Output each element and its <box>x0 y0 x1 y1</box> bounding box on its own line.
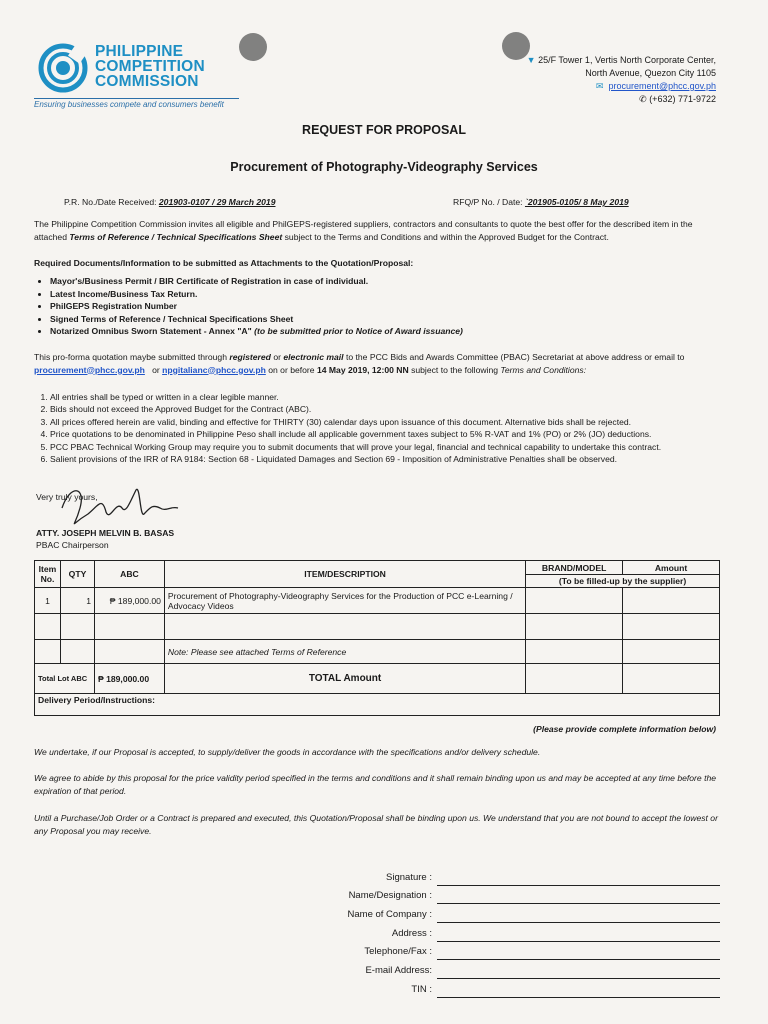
submission-or: or <box>273 352 281 362</box>
punch-hole-left <box>239 33 267 61</box>
field-label: Name of Company : <box>347 909 432 920</box>
undertaking-paragraph: We undertake, if our Proposal is accepted, to supply/deliver the goods in accordance with the specifications and/or delivery schedule. <box>34 747 541 757</box>
abc-cell: ₱ 189,000.00 <box>94 588 164 614</box>
signatory-name: ATTY. JOSEPH MELVIN B. BASAS <box>36 528 175 538</box>
field-label: E-mail Address: <box>365 965 432 976</box>
amount-input-cell[interactable] <box>623 588 720 614</box>
provide-info-note: (Please provide complete information below) <box>533 724 716 734</box>
list-item <box>50 325 740 338</box>
amount-input-cell[interactable] <box>623 614 720 640</box>
org-name-line1: PHILIPPINE <box>95 43 184 60</box>
location-pin-icon: ▼ <box>526 55 536 65</box>
table-header-row <box>35 561 720 575</box>
address-line1: 25/F Tower 1, Vertis North Corporate Center, <box>538 55 716 65</box>
list-item: • PhilGEPS Registration Number <box>50 300 740 313</box>
list-item: • Latest Income/Business Tax Return. <box>50 288 740 301</box>
list-item: • Mayor's/Business Permit / BIR Certificate of Registration in case of individual. <box>50 275 740 288</box>
item-no-header: Item No. <box>35 561 61 588</box>
brand-model-input-cell[interactable] <box>526 588 623 614</box>
signature-field[interactable] <box>300 872 720 886</box>
phone-icon: ✆ <box>639 94 647 104</box>
org-name-line2: COMPETITION <box>95 58 205 75</box>
secondary-email-link[interactable]: npgitalianc@phcc.gov.ph <box>162 364 266 375</box>
page-title: REQUEST FOR PROPOSAL <box>302 123 466 137</box>
name-designation-field[interactable] <box>300 890 720 904</box>
header-phone: (+632) 771-9722 <box>649 94 716 104</box>
intro-text-end: subject to the Terms and Conditions and within the Approved Budget for the Contract. <box>284 231 609 242</box>
submission-email-mode: electronic mail <box>283 352 344 362</box>
signature-scribble <box>58 478 188 528</box>
total-brand-input-cell[interactable] <box>526 664 623 694</box>
submission-text-3: on or before <box>268 364 315 375</box>
field-line[interactable] <box>437 959 720 960</box>
address-block <box>527 54 716 106</box>
address-field[interactable] <box>300 928 720 942</box>
rfq-reference <box>453 196 629 209</box>
closing: Very truly yours, <box>36 492 98 502</box>
submission-deadline: 14 May 2019, 12:00 NN <box>316 364 409 375</box>
email-icon: ✉ <box>595 81 604 91</box>
field-label: TIN : <box>411 984 432 995</box>
telephone-fax-field[interactable] <box>300 946 720 960</box>
total-amount-input-cell[interactable] <box>623 664 720 694</box>
company-field[interactable] <box>300 909 720 923</box>
page-subtitle: Procurement of Photography-Videography Services <box>230 160 538 174</box>
total-lot-label: Total Lot ABC <box>35 664 95 694</box>
list-item: 3. All prices offered herein are valid, binding and effective for THIRTY (30) calendar days upon issuance of this document. Alternative bids shall be rejected. <box>50 416 740 428</box>
org-name <box>95 44 205 89</box>
field-line[interactable] <box>437 997 720 998</box>
pcc-logo-icon <box>38 43 88 93</box>
field-line[interactable] <box>437 885 720 886</box>
supplier-note: (To be filled-up by the supplier) <box>526 575 720 588</box>
submission-text-4: subject to the following <box>411 364 499 375</box>
org-tagline: Ensuring businesses compete and consumers benefit <box>34 98 239 109</box>
delivery-row <box>35 694 720 716</box>
table-row <box>35 640 720 664</box>
header-email-link[interactable]: procurement@phcc.gov.ph <box>608 81 716 91</box>
intro-text: The Philippine Competition Commission invites all eligible and PhilGEPS-registered suppliers, contractors and consultants to quote the best offer for the described item in the attached <box>34 219 693 242</box>
delivery-label[interactable]: Delivery Period/Instructions: <box>35 694 720 716</box>
description-cell: Procurement of Photography-Videography Services for the Production of PCC e-Learning / Advocacy Videos <box>164 588 525 614</box>
field-line[interactable] <box>437 978 720 979</box>
submission-or-2: or <box>152 364 160 375</box>
field-line[interactable] <box>437 922 720 923</box>
amount-header: Amount <box>623 561 720 575</box>
requirements-heading: Required Documents/Information to be submitted as Attachments to the Quotation/Proposal: <box>34 258 414 268</box>
submission-terms-label: Terms and Conditions: <box>500 364 587 375</box>
tin-field[interactable] <box>300 984 720 998</box>
validity-paragraph: We agree to abide by this proposal for the price validity period specified in the terms and conditions and it shall remain binding upon us and may be accepted at any time before the expiration of that period. <box>34 773 717 796</box>
field-label: Telephone/Fax : <box>364 946 432 957</box>
pr-label: P.R. No./Date Received: <box>64 197 157 207</box>
qty-cell: 1 <box>60 588 94 614</box>
abc-header: ABC <box>94 561 164 588</box>
total-abc-value: ₱ 189,000.00 <box>94 664 164 694</box>
amount-input-cell[interactable] <box>623 640 720 664</box>
list-item-text: Notarized Omnibus Sworn Statement - Annex "A" <box>50 326 252 336</box>
list-item: 5. PCC PBAC Technical Working Group may require you to submit documents that will prove your legal, financial and technical capability to undertake this contract. <box>50 441 740 453</box>
list-item: • Signed Terms of Reference / Technical Specifications Sheet <box>50 313 740 326</box>
list-item: 6. Salient provisions of the IRR of RA 9184: Section 68 - Liquidated Damages and Section 69 - Imposition of Administrative Penalties shall be observed. <box>50 453 740 465</box>
procurement-email-link[interactable]: procurement@phcc.gov.ph <box>34 364 145 375</box>
field-label: Address : <box>391 928 432 939</box>
pr-value: 201903-0107 / 29 March 2019 <box>158 197 276 207</box>
item-no-cell: 1 <box>35 588 61 614</box>
list-item: 4. Price quotations to be denominated in Philippine Peso shall include all applicable government taxes subject to 5% R-VAT and 1% (PO) or 2% (JO) deductions. <box>50 428 740 440</box>
address-line2: North Avenue, Quezon City 1105 <box>585 68 716 78</box>
list-item: 2. Bids should not exceed the Approved Budget for the Contract (ABC). <box>50 403 740 415</box>
submission-text: This pro-forma quotation maybe submitted through <box>34 352 227 362</box>
signatory-position: PBAC Chairperson <box>36 540 109 550</box>
requirements-list <box>34 275 740 338</box>
field-line[interactable] <box>437 941 720 942</box>
rfq-label: RFQ/P No. / Date: <box>453 197 523 207</box>
submission-registered: registered <box>229 352 271 362</box>
email-field[interactable] <box>300 965 720 979</box>
note-cell: Note: Please see attached Terms of Reference <box>164 640 525 664</box>
field-label: Signature : <box>386 872 432 883</box>
pr-reference <box>64 196 276 209</box>
total-amount-label: TOTAL Amount <box>164 664 525 694</box>
intro-tor-text: Terms of Reference / Technical Specifications Sheet <box>69 231 283 242</box>
brand-model-input-cell[interactable] <box>526 640 623 664</box>
terms-list <box>34 391 740 465</box>
submission-paragraph <box>34 351 724 376</box>
submission-text-2: to the PCC Bids and Awards Committee (PBAC) Secretariat at above address or email to <box>345 352 685 362</box>
table-row <box>35 588 720 614</box>
field-label: Name/Designation : <box>348 890 432 901</box>
list-item-note: (to be submitted prior to Notice of Award issuance) <box>254 326 463 336</box>
org-name-line3: COMMISSION <box>95 73 199 90</box>
qty-header: QTY <box>60 561 94 588</box>
rfq-value: `201905-0105/ 8 May 2019 <box>524 197 629 207</box>
description-header: ITEM/DESCRIPTION <box>164 561 525 588</box>
brand-model-header: BRAND/MODEL <box>526 561 623 575</box>
list-item: 1. All entries shall be typed or written in a clear legible manner. <box>50 391 740 403</box>
field-line[interactable] <box>437 903 720 904</box>
total-row <box>35 664 720 694</box>
binding-paragraph: Until a Purchase/Job Order or a Contract is prepared and executed, this Quotation/Proposal shall be binding upon us. We understand that you are not bound to accept the lowest or any Proposal you may receive. <box>34 813 718 836</box>
brand-model-input-cell[interactable] <box>526 614 623 640</box>
quotation-table <box>34 560 720 716</box>
table-row <box>35 614 720 640</box>
intro-paragraph <box>34 218 724 243</box>
